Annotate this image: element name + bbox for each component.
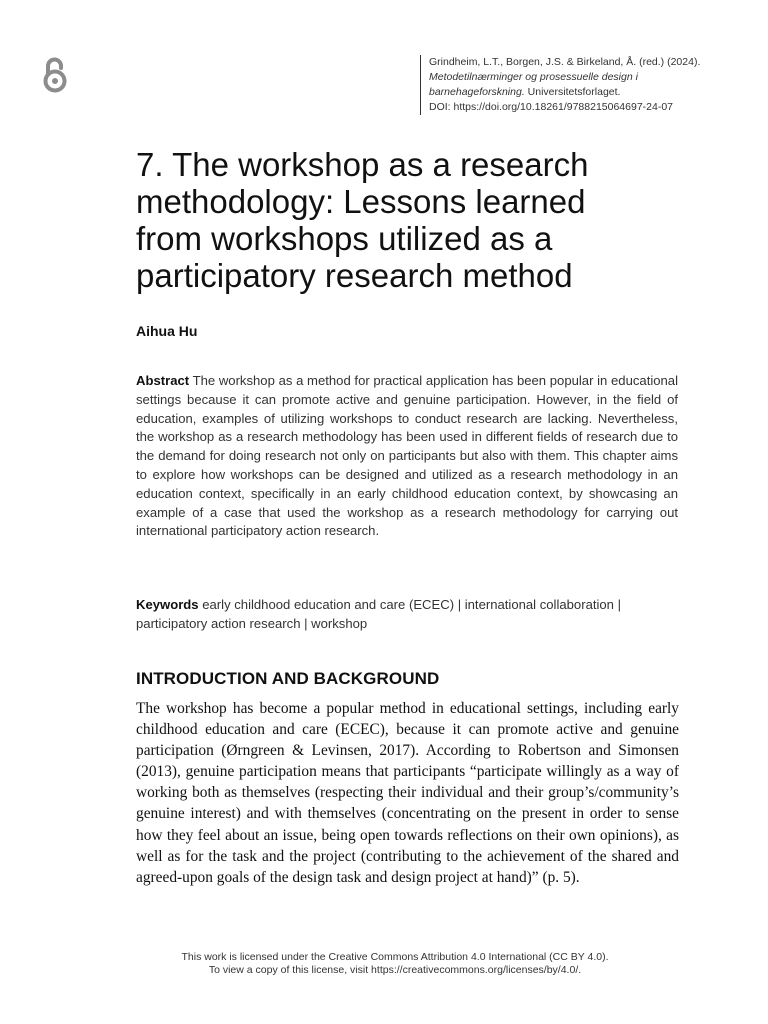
keywords (136, 595, 681, 633)
license-url-line[interactable]: To view a copy of this license, visit https://creativecommons.org/licenses/by/4.0/. (208, 963, 582, 976)
abstract-text: The workshop as a method for practical application has been popular in educational settings because it can promote active and genuine participation. However, in the field of education, examples of utilizing workshops to conduct research are lacking. Nevertheless, the workshop as a research methodology has been used in different fields of research due to the demand for doing research not only on participants but also with them. This chapter aims to explore how workshops can be designed and utilized as a research methodology in an education context, specifically in an early childhood education context, by showcasing an example of a case that used the workshop as a research methodology for carrying out international participatory action research. (136, 373, 678, 539)
keywords-text: early childhood education and care (ECEC) | international collaboration | participatory action research | workshop (136, 597, 622, 631)
open-access-lock-icon (40, 56, 70, 94)
license-line: This work is licensed under the Creative Commons Attribution 4.0 International (CC BY 4.0). (181, 951, 609, 963)
citation-book-title-end: barnehageforskning. (429, 86, 525, 98)
chapter-title-line: methodology: Lessons learned (136, 183, 586, 220)
citation-block (420, 55, 729, 115)
citation-book-title-publisher (429, 85, 729, 100)
keywords-label: Keywords (136, 597, 199, 612)
chapter-title (136, 146, 696, 294)
chapter-title-line: from workshops utilized as a (136, 220, 553, 257)
chapter-title-line: participatory research method (136, 257, 573, 294)
abstract (136, 372, 678, 541)
abstract-label: Abstract (136, 373, 190, 388)
chapter-title-line: 7. The workshop as a research (136, 146, 589, 183)
author-name: Aihua Hu (136, 323, 198, 339)
citation-book-title: Metodetilnærminger og prosessuelle design i (429, 71, 638, 83)
citation-doi[interactable]: DOI: https://doi.org/10.18261/9788215064697-24-07 (429, 101, 674, 113)
license-footer (0, 951, 768, 976)
citation-editors: Grindheim, L.T., Borgen, J.S. & Birkeland, Å. (red.) (2024). (429, 56, 701, 68)
citation-publisher: Universitetsforlaget. (524, 86, 621, 98)
body-paragraph: The workshop has become a popular method in educational settings, including early childhood education and care (ECEC), because it can promote active and genuine participation (Ørngreen & Levinsen, 2017). According to Robertson and Simonsen (2013), genuine participation means that participants “participate willingly as a way of working both as themselves (respecting their individual and their group’s/community’s genuine interest) and with themselves (concentrating on the present in order to sense how they feel about an issue, being open towards reflections on their own opinions), as well as for the task and the project (contributing to the achievement of the shared and agreed-upon goals of the design task and design project at hand)” (p. 5). (136, 700, 679, 886)
section-heading: INTRODUCTION AND BACKGROUND (136, 669, 440, 688)
